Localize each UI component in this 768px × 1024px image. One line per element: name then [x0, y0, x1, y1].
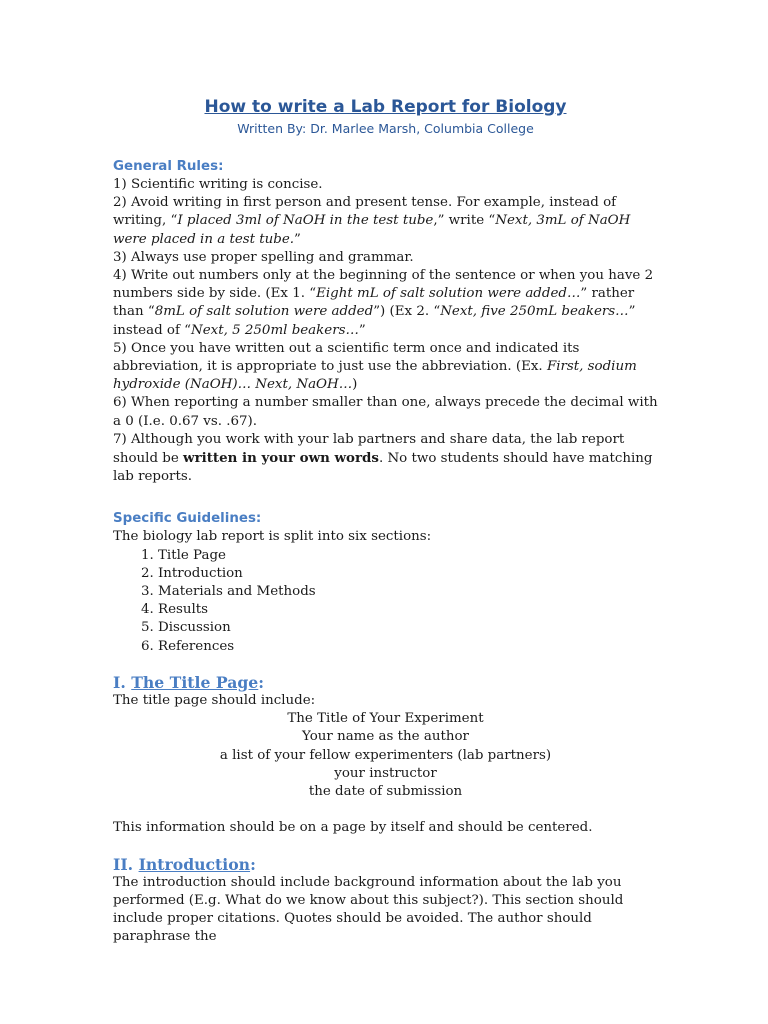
introduction-body: The introduction should include background information about the lab you performed (E.g. What do we know about this subject?). This section should include proper citations. Quotes should be avoided. The author should paraphrase the: [113, 874, 624, 945]
rule-2: 2) Avoid writing in first person and present tense. For example, instead of writing, “I placed 3ml of NaOH in the test tube,” write “Next, 3mL of NaOH were placed in a test tube.”: [113, 195, 631, 247]
list-item: 2. Introduction: [158, 565, 658, 583]
title-page-intro: The title page should include:: [113, 693, 316, 709]
sections-list: [113, 547, 658, 656]
title-page-link[interactable]: The Title Page: [131, 672, 259, 692]
list-item: 4. Results: [158, 601, 658, 619]
title-page-note: This information should be on a page by itself and should be centered.: [113, 820, 593, 836]
title-page-item: a list of your fellow experimenters (lab partners): [219, 747, 552, 763]
title-page-item: Your name as the author: [302, 729, 469, 745]
document-author: Written By: Dr. Marlee Marsh, Columbia College: [237, 121, 534, 136]
general-rules-heading: General Rules:: [113, 159, 224, 174]
sections-intro: The biology lab report is split into six sections:: [113, 529, 432, 545]
specific-guidelines-heading: Specific Guidelines:: [113, 511, 262, 527]
rule-1: 1) Scientific writing is concise.: [113, 177, 323, 192]
rule-5: 5) Once you have written out a scientific term once and indicated its abbreviation, it is appropriate to just use the abbreviation. (Ex. First, sodium hydroxide (NaOH)… Next, NaOH…): [113, 340, 637, 393]
rule-7: 7) Although you work with your lab partners and share data, the lab report should be written in your own words. No two students should have matching lab reports.: [113, 431, 653, 485]
introduction-heading: II. Introduction:: [113, 854, 256, 874]
title-page-item: The Title of Your Experiment: [287, 711, 484, 727]
rule-6: 6) When reporting a number smaller than one, always precede the decimal with a 0 (I.e. 0.67 vs. .67).: [113, 395, 658, 429]
list-item: 6. References: [158, 638, 658, 656]
rule-3: 3) Always use proper spelling and grammar.: [113, 249, 414, 265]
title-page-heading: I. The Title Page:: [113, 672, 265, 692]
document-title: How to write a Lab Report for Biology: [204, 97, 567, 117]
document-body: [113, 92, 658, 947]
list-item: 3. Materials and Methods: [158, 583, 658, 601]
introduction-link[interactable]: Introduction: [138, 854, 251, 874]
title-page-item: the date of submission: [308, 784, 463, 800]
title-page-item: your instructor: [334, 765, 437, 781]
list-item: 5. Discussion: [158, 619, 658, 637]
rule-4: 4) Write out numbers only at the beginning of the sentence or when you have 2 numbers side by side. (Ex 1. “Eight mL of salt solution were added…” rather than “8mL of salt solution were added”) (Ex 2. “Next, five 250mL beakers…” instead of “Next, 5 250ml beakers…”: [113, 268, 654, 338]
list-item: 1. Title Page: [158, 547, 658, 565]
